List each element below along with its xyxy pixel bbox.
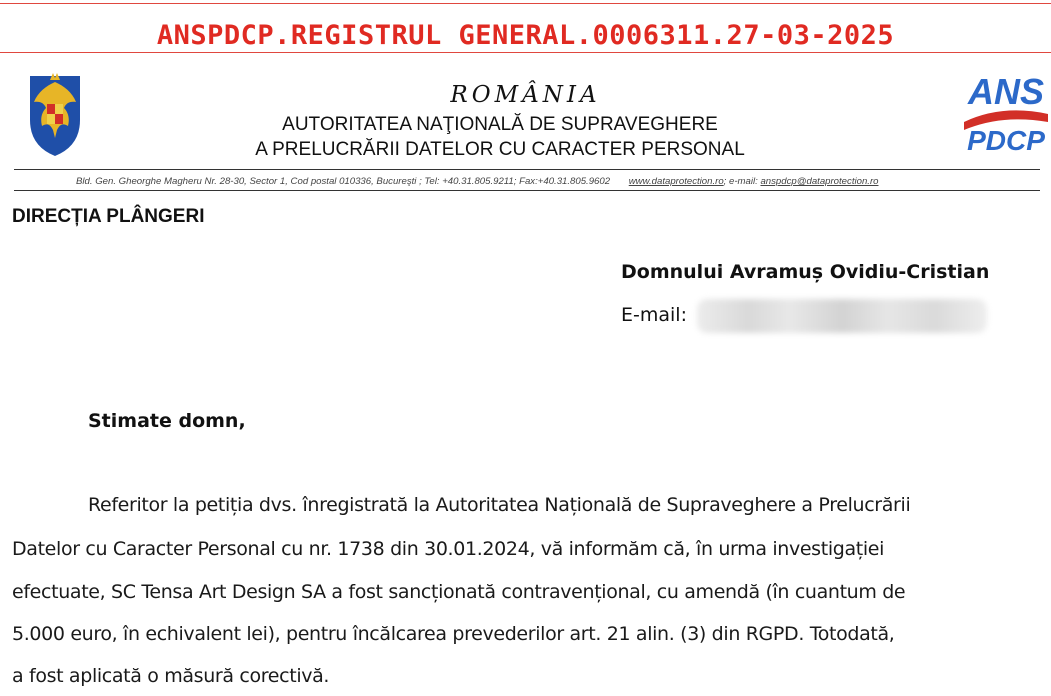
logo-bottom-text: PDCP [967,125,1045,156]
registry-stamp: ANSPDCP.REGISTRUL GENERAL.0006311.27-03-2025 [156,20,895,51]
salutation: Stimate domn, [88,410,246,432]
logo-top-text: ANS [967,71,1045,112]
email-label: E-mail: [621,304,687,326]
redacted-email [697,299,987,333]
contact-email-label: e-mail: [729,176,758,187]
addressee-email-row [621,304,687,326]
department-title: DIRECȚIA PLÂNGERI [12,206,205,227]
contact-email-link[interactable]: anspdcp@dataprotection.ro [760,176,879,187]
authority-name-line2: A PRELUCRĂRII DATELOR CU CARACTER PERSONAL [255,139,745,160]
addressee-name: Domnului Avramuș Ovidiu-Cristian [621,261,990,283]
stamp-top-line [0,3,1051,4]
contact-address: Bld. Gen. Gheorghe Magheru Nr. 28-30, Sector 1, Cod postal 010336, Bucureşti ; Tel: +40.31.805.9211; Fax:+40.31.805.9602 [76,176,611,187]
body-line-3: efectuate, SC Tensa Art Design SA a fost sancționată contravențional, cu amendă (în cuantum de [12,581,906,603]
body-line-5: a fost aplicată o măsură corectivă. [12,665,330,687]
body-line-1: Referitor la petiția dvs. înregistrată la Autoritatea Națională de Supraveghere a Prelucrării [88,494,911,516]
stamp-bottom-line [0,52,1051,53]
header-rule-top [14,169,1040,170]
body-line-2: Datelor cu Caracter Personal cu nr. 1738 din 30.01.2024, vă informăm că, în urma investigației [12,538,885,560]
website-link[interactable]: www.dataprotection.ro [628,176,724,187]
anspdcp-logo [962,70,1050,156]
body-line-4: 5.000 euro, în echivalent lei), pentru încălcarea prevederilor art. 21 alin. (3) din RGPD. Totodată, [12,623,895,645]
authority-name-line1: AUTORITATEA NAŢIONALĂ DE SUPRAVEGHERE [282,114,718,135]
header-rule-bottom [14,190,1040,191]
country-title: ROMÂNIA [450,82,601,108]
contact-info: Bld. Gen. Gheorghe Magheru Nr. 28-30, Sector 1, Cod postal 010336, Bucureşti ; Tel: +40.31.805.9211; Fax:+40.31.805.9602 www.dataprotection.ro; e-mail: anspdcp@dataprotection.ro [76,176,879,187]
